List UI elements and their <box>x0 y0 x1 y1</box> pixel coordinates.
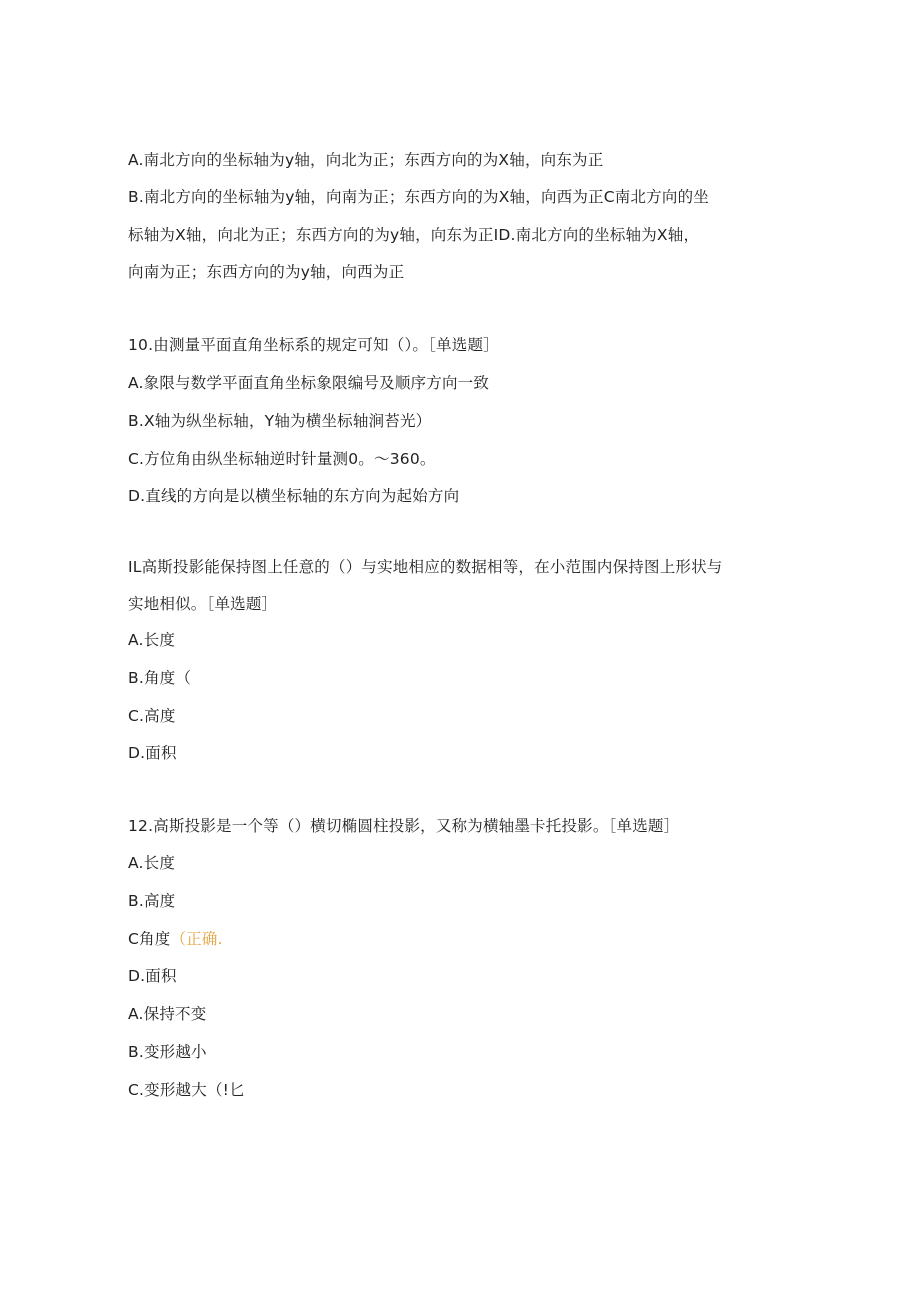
q10-option-a: A.象限与数学平面直角坐标象限编号及顺序方向一致 <box>128 374 490 392</box>
q12-stem: 12.高斯投影是一个等（）横切椭圆柱投影，又称为横轴墨卡托投影。［单选题］ <box>128 817 680 835</box>
q9-option-b-line2: 标轴为X轴，向北为正；东西方向的为y轴，向东为正ID.南北方向的坐标轴为X轴， <box>128 226 700 244</box>
q10-stem: 10.由测量平面直角坐标系的规定可知（）。［单选题］ <box>128 336 499 354</box>
q12-option-a: A.长度 <box>128 854 176 872</box>
q11-stem-line2: 实地相似。［单选题］ <box>128 595 278 613</box>
q11-option-d: D.面积 <box>128 744 177 762</box>
q13-option-c: C.变形越大（!匕 <box>128 1081 245 1099</box>
q9-option-b-line3: 向南为正；东西方向的为y轴，向西为正 <box>128 263 405 281</box>
q12-option-d: D.面积 <box>128 967 177 985</box>
q10-option-d: D.直线的方向是以横坐标轴的东方向为起始方向 <box>128 487 460 505</box>
q11-option-a: A.长度 <box>128 631 176 649</box>
q9-option-a: A.南北方向的坐标轴为y轴，向北为正；东西方向的为X轴，向东为正 <box>128 151 604 169</box>
q10-option-c: C.方位角由纵坐标轴逆时针量测0。～360。 <box>128 450 436 468</box>
q9-option-b-line1: B.南北方向的坐标轴为y轴，向南为正；东西方向的为X轴，向西为正C南北方向的坐 <box>128 188 709 206</box>
q12-option-b: B.高度 <box>128 892 176 910</box>
q11-option-c: C.高度 <box>128 707 176 725</box>
q11-stem-line1: IL高斯投影能保持图上任意的（）与实地相应的数据相等，在小范围内保持图上形状与 <box>128 558 723 576</box>
q13-option-b: B.变形越小 <box>128 1043 207 1061</box>
q11-option-b: B.角度（ <box>128 669 192 687</box>
q13-option-a: A.保持不变 <box>128 1005 207 1023</box>
q10-option-b: B.X轴为纵坐标轴，Y轴为横坐标轴涧苔光） <box>128 412 432 430</box>
q12-option-c-label: C角度 <box>128 930 171 948</box>
correct-answer-mark: （正确. <box>170 930 223 948</box>
q12-option-c <box>128 929 223 949</box>
